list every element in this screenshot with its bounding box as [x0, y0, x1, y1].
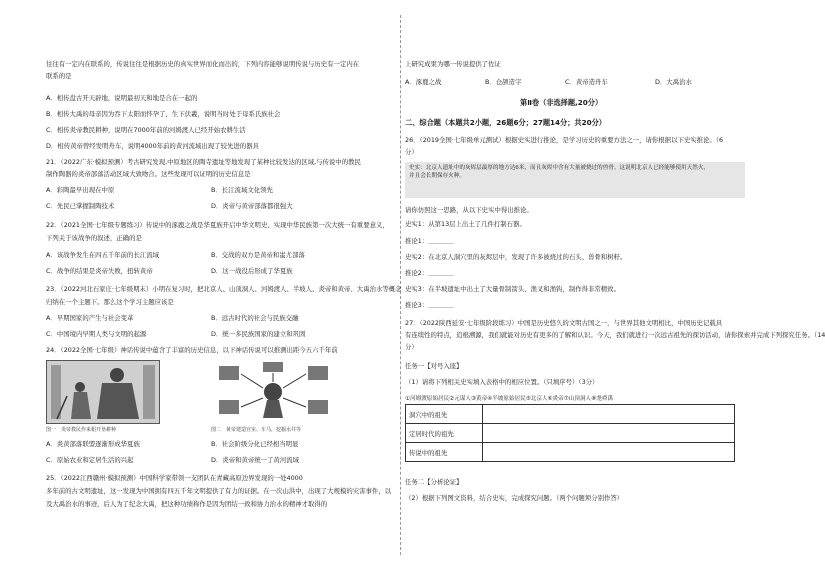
inference-2: 推论2：＿＿＿＿ [405, 269, 454, 277]
q27-stem: 27．（2022陕西延安·七年级阶段练习）中国是历史悠久的文明古国之一，与世界其他文明相比，中国历史记载具 [405, 319, 723, 327]
q22-option-c: C．战争的结果是炎帝失败，扭转黄帝 [46, 267, 153, 275]
answer-table [405, 404, 735, 462]
quote-line: 史实：北京人遗址中的灰烬层最厚的地方达6米，而且灰烬中含有大量被烧过的兽骨。这说明北京人已经能够使用天然火， [409, 165, 710, 171]
q22-option-d: D．这一战役后形成了华夏族 [211, 267, 293, 275]
figure-one-caption: 图一 炎帝教民作来耜开垦耕种 [46, 427, 117, 433]
q24-stem: 24．（2022全国·七年级）神话传说中蕴含了丰富的历史信息，以下神话传说可以推测出距今五六千年前 [46, 346, 338, 354]
task-one-question: （1）请将下列相关史实填入表格中的相应位置。（只填序号）（3分） [405, 378, 599, 386]
quote-box [405, 162, 745, 198]
q23-stem: 23．（2022河北石家庄·七年级期末）小明在复习时，把北京人、山顶洞人、河姆渡人、半坡人、炎帝和黄帝、大禹治水等概念 [46, 285, 402, 293]
q23-option-d: D．统一多民族国家的建立和巩固 [211, 330, 306, 338]
top-option-d: D．大禹治水 [655, 78, 692, 86]
section-title: 第Ⅱ卷（非选择题,20分） [520, 98, 603, 107]
q23-option-a: A．早期国家的产生与社会变革 [46, 314, 134, 322]
answer-cell[interactable] [483, 443, 735, 462]
intro-line: 往往有一定内在联系的，传说往往是根据历史的真实世界而化而出的，下列内容能够说明传说与历史有一定内在 [46, 60, 360, 68]
q21-stem: 制作陶器的炎帝部落活动区域大致吻合。这些发现可以证明的历史信息是 [46, 170, 251, 178]
q27-stem: 有连续性的特点，追根溯源，我们就能对历史有更多的了解和认识。今天，我们就进行一次远古祖先的探访活动，请你探索并完成下列探究任务。（14 [405, 331, 825, 339]
fact-1: 史实1：从第13层上出土了几件打制石器。 [405, 220, 526, 228]
q22-option-b: B．交战的双方是黄帝和蚩尤部落 [211, 251, 305, 259]
q23-option-b: B．远古时代的社会与民族交融 [211, 314, 299, 322]
intro-line: 联系的是 [46, 72, 72, 80]
task-one-list: ①河姆渡原始居民②元谋人③黄帝④半坡原始居民⑤北京人⑥炎帝⑦山顶洞人⑧尧舜禹 [405, 396, 613, 402]
q21-option-c: C．先民已掌握制陶技术 [46, 202, 115, 210]
q22-stem: 下列关于该战争的叙述，正确的是 [46, 234, 142, 242]
top-option-c: C．黄帝造舟车 [565, 78, 608, 86]
q21-stem: 21．（2022广东·模拟预测）考古研究发现,中原地区的陶寺遗址等地发现了某种比较发达的区域,与传说中的教民 [46, 158, 361, 166]
table-row-label: 传说中的祖先 [406, 443, 483, 462]
q22-option-a: A．该战争发生在四五千年前的长江流域 [46, 251, 160, 259]
q21-option-d: D．炎帝与黄帝部落都很强大 [211, 202, 293, 210]
table-row-label: 洞穴中的祖先 [406, 405, 483, 424]
task-one-title: 任务一【对号入座】 [405, 362, 463, 370]
q20-option-c: C．相传炎帝教民耕种，说明在7000年前的河姆渡人已经开始农耕生活 [46, 126, 246, 134]
q21-option-b: B．长江流域文化领先 [211, 186, 273, 194]
q23-option-c: C．中国境内早期人类与文明的起源 [46, 330, 147, 338]
top-option-b: B．仓颉造字 [485, 78, 522, 86]
q25-stem: 25．（2022江西赣州·模拟预测）中国科学家带领一支团队在青藏高原边界发现的一处4000 [46, 474, 303, 482]
answer-cell[interactable] [483, 424, 735, 443]
q23-stem: 归纳在一个主题下。那么这个学习主题应该是 [46, 298, 174, 306]
top-line: 上研究成果为哪一传说提供了佐证 [405, 60, 501, 68]
q20-option-d: D．相传黄帝曾经发明舟车，说明4000年前的黄河流域出现了较先进的器具 [46, 142, 259, 150]
q25-stem: 多年前的古文明遗址，这一发现为中国拥有四五千年文明提供了有力的证据。在一次山洪中，出现了大规模的灾害事件，以 [46, 487, 392, 495]
q27-stem: 分） [405, 343, 418, 351]
table-row [406, 424, 735, 443]
q22-stem: 22．（2021全国·七年级专题练习）传说中的涿鹿之战是华夏族开启中华文明史、实现中华民族第一次大统一有重要意义， [46, 221, 389, 229]
table-row-label: 定居时代的祖先 [406, 424, 483, 443]
inference-1: 推论1：＿＿＿＿ [405, 237, 454, 245]
fact-2: 史实2：在北京人洞穴里的灰烬层中，发现了许多被烧过的石头、兽骨和树籽。 [405, 253, 627, 261]
inference-3: 推论3：＿＿＿＿ [405, 301, 454, 309]
q24-option-b: B．社会阶级分化已经相当明显 [211, 440, 299, 448]
section-heading: 二、综合题（本题共2小题，26题6分；27题14分；共20分） [405, 118, 606, 127]
q24-option-d: D．炎帝和黄帝统一了黄河流域 [211, 456, 299, 464]
fact-3: 史实3：在半坡遗址中出土了大量骨制箭头、渔叉和渔钩，制作得非常精致。 [405, 285, 620, 293]
figure-one-image [46, 360, 160, 424]
q21-option-a: A．彩陶最早出现在中原 [46, 186, 115, 194]
q20-option-a: A．相传盘古开天辟地，说明最初天和地是合在一起的 [46, 94, 198, 102]
q20-option-b: B．相传大禹的母亲因为吞下太阳而怀孕了，生下伏羲，说明当时处于母系氏族社会 [46, 110, 281, 118]
q25-stem: 及大禹治水的事迹，后人为了纪念大禹，把这种功绩称作是因为团结一致和协力治水的精神才取得的 [46, 500, 328, 508]
q26-prompt: 请你仿照这一思路，从以下史实中得出推论。 [405, 206, 533, 214]
quote-line: 并且会长期保存火种。 [409, 173, 465, 179]
left-column [46, 0, 402, 562]
task-two-title: 任务二【分析论证】 [405, 478, 463, 486]
q26-stem: 26．（2019全国·七年级单元测试）根据史实进行推论，是学习历史的重要方法之一，请你根据以下史实推论。（6 [405, 136, 724, 144]
figure-two-image [211, 360, 336, 422]
q26-stem: 分） [405, 148, 418, 156]
answer-cell[interactable] [483, 405, 735, 424]
q24-option-c: C．原始农业和定居生活的兴起 [46, 456, 134, 464]
figure-two-caption: 图二 黄帝建造宫室、车马，挖掘水井等 [211, 427, 302, 433]
table-row [406, 443, 735, 462]
right-column [405, 0, 825, 562]
q24-option-a: A．炎黄部落联盟逐渐形成华夏族 [46, 440, 140, 448]
task-two-question: （2）根据下列图文资料，结合史实，完成探究问题。（两个问题须分别作答） [405, 494, 624, 502]
top-option-a: A．涿鹿之战 [405, 78, 442, 86]
table-row [406, 405, 735, 424]
